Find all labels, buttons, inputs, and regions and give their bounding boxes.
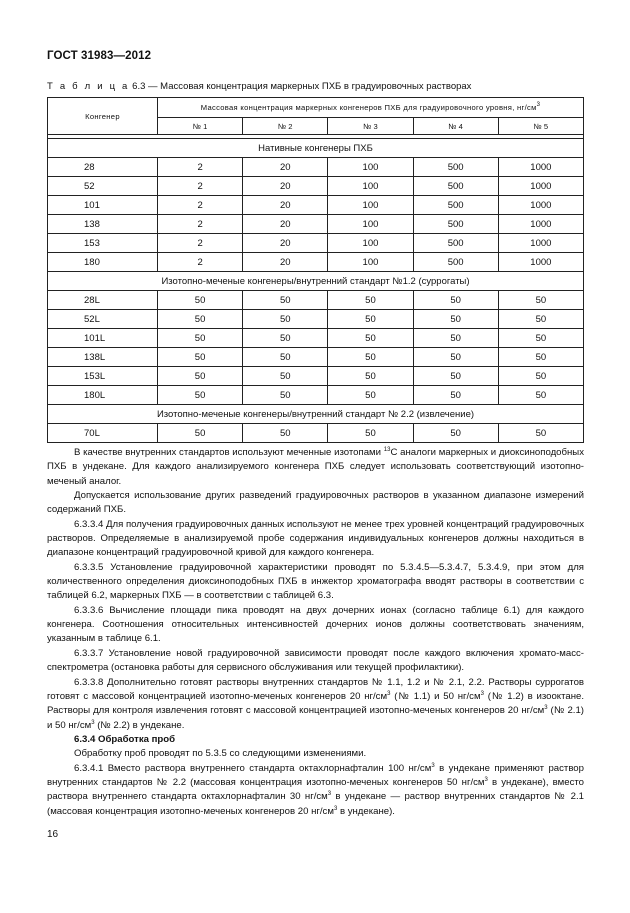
value-cell: 100 [328, 196, 413, 215]
value-cell: 1000 [498, 253, 583, 272]
congener-cell: 70L [48, 424, 158, 443]
value-cell: 1000 [498, 177, 583, 196]
value-cell: 100 [328, 158, 413, 177]
group-row [48, 272, 584, 291]
value-cell: 50 [328, 348, 413, 367]
value-cell: 50 [413, 367, 498, 386]
value-cell: 500 [413, 196, 498, 215]
table-row [48, 348, 584, 367]
value-cell: 50 [498, 348, 583, 367]
paragraph: Допускается использование других разведений градуировочных растворов в указанном диапазоне измерений содержаний ПХБ. [47, 490, 584, 516]
value-cell: 20 [243, 253, 328, 272]
value-cell: 20 [243, 196, 328, 215]
paragraph: 6.3.3.5 Установление градуировочной характеристики проводят по 5.3.4.5—5.3.4.7, 5.3.4.9, при этом для количественного определения диоксиноподобных ПХБ в инжектор хроматографа вводят растворы в соответствии с таблицей 6.2, маркерных ПХБ — в соответствии с таблицей 6.3. [47, 561, 584, 602]
paragraph: 6.3.3.7 Установление новой градуировочной зависимости проводят после каждого включения хромато-масс-спектрометра (остановка работы для сервисного обслуживания или текущей профилактики). [47, 647, 584, 674]
group-title: Изотопно-меченые конгенеры/внутренний стандарт № 2.2 (извлечение) [48, 405, 584, 424]
table-caption-text: 6.3 — Массовая концентрация маркерных ПХБ в градуировочных растворах [129, 81, 472, 92]
value-cell: 1000 [498, 215, 583, 234]
value-cell: 100 [328, 215, 413, 234]
table-row [48, 291, 584, 310]
value-cell: 2 [158, 253, 243, 272]
value-cell: 50 [328, 367, 413, 386]
value-cell: 50 [328, 424, 413, 443]
value-cell: 50 [498, 310, 583, 329]
value-cell: 2 [158, 215, 243, 234]
value-cell: 50 [498, 386, 583, 405]
table-row [48, 310, 584, 329]
table-row [48, 253, 584, 272]
value-cell: 2 [158, 158, 243, 177]
value-cell: 100 [328, 177, 413, 196]
value-cell: 50 [158, 310, 243, 329]
table-row [48, 386, 584, 405]
value-cell: 100 [328, 234, 413, 253]
value-cell: 1000 [498, 234, 583, 253]
header-level: № 5 [498, 118, 583, 135]
paragraph: 6.3.3.6 Вычисление площади пика проводят на двух дочерних ионах (согласно таблице 6.1) для каждого конгенера. Соотношения относительных интенсивностей дочерних ионов должны соответствовать значениям, указанным в таблице 6.1. [47, 604, 584, 645]
value-cell: 20 [243, 215, 328, 234]
group-title: Нативные конгенеры ПХБ [48, 139, 584, 158]
header-concentration-text: Массовая концентрация маркерных конгенеров ПХБ для градуировочного уровня, нг/см [200, 103, 537, 112]
value-cell: 500 [413, 253, 498, 272]
value-cell: 50 [158, 291, 243, 310]
value-cell: 50 [158, 348, 243, 367]
congener-cell: 52L [48, 310, 158, 329]
group-row [48, 139, 584, 158]
congener-cell: 138L [48, 348, 158, 367]
value-cell: 2 [158, 177, 243, 196]
value-cell: 50 [413, 386, 498, 405]
value-cell: 50 [158, 386, 243, 405]
document-header: ГОСТ 31983—2012 [47, 50, 152, 62]
value-cell: 50 [243, 310, 328, 329]
value-cell: 50 [328, 386, 413, 405]
value-cell: 500 [413, 177, 498, 196]
value-cell: 20 [243, 158, 328, 177]
header-level: № 3 [328, 118, 413, 135]
header-concentration-sup: 3 [536, 102, 541, 108]
value-cell: 50 [413, 329, 498, 348]
group-title: Изотопно-меченые конгенеры/внутренний стандарт №1.2 (суррогаты) [48, 272, 584, 291]
value-cell: 50 [413, 424, 498, 443]
value-cell: 100 [328, 253, 413, 272]
value-cell: 50 [328, 310, 413, 329]
header-level: № 1 [158, 118, 243, 135]
paragraph: В качестве внутренних стандартов используют меченные изотопами $^{13}$С аналоги маркерных и диоксиноподобных ПХБ в ундекане. Для каждого анализируемого конгенера ПХБ следует использовать соответствующий изотопно-меченый аналог. [47, 447, 584, 487]
header-level: № 4 [413, 118, 498, 135]
congener-cell: 28 [48, 158, 158, 177]
paragraph: 6.3.3.8 Дополнительно готовят растворы внутренних стандартов № 1.1, 1.2 и № 2.1, 2.2. Растворы суррогатов готовят с массовой концентрацией изотопно-меченых конгенеров 20 $нг/см^3$ (№ 1.1) и 50 $нг/см^3$ (№ 1.2) в изооктане. Растворы для контроля извлечения готовят с массовой концентрацией изотопно-меченых конгенеров 20 $нг/см^3$ (№ 2.1) и 50 $нг/см^3$ (№ 2.2) в ундекане. [47, 676, 585, 731]
congener-cell: 101 [48, 196, 158, 215]
concentration-table [47, 97, 584, 443]
section-heading: 6.3.4 Обработка проб [74, 733, 176, 745]
value-cell: 50 [243, 424, 328, 443]
table-row [48, 424, 584, 443]
paragraph: Обработку проб проводят по 5.3.5 со следующими изменениями. [74, 748, 367, 760]
value-cell: 50 [498, 424, 583, 443]
value-cell: 20 [243, 234, 328, 253]
value-cell: 50 [328, 329, 413, 348]
table-caption [47, 81, 471, 92]
header-concentration [158, 98, 584, 118]
table-row [48, 196, 584, 215]
value-cell: 500 [413, 158, 498, 177]
congener-cell: 138 [48, 215, 158, 234]
value-cell: 50 [243, 329, 328, 348]
group-row [48, 405, 584, 424]
value-cell: 50 [243, 386, 328, 405]
value-cell: 500 [413, 234, 498, 253]
value-cell: 50 [243, 367, 328, 386]
value-cell: 50 [158, 329, 243, 348]
value-cell: 50 [498, 291, 583, 310]
value-cell: 50 [413, 348, 498, 367]
table-row [48, 329, 584, 348]
value-cell: 2 [158, 234, 243, 253]
value-cell: 50 [243, 291, 328, 310]
value-cell: 1000 [498, 196, 583, 215]
value-cell: 50 [413, 291, 498, 310]
congener-cell: 153 [48, 234, 158, 253]
value-cell: 50 [498, 329, 583, 348]
paragraph: 6.3.4.1 Вместо раствора внутреннего стандарта октахлорнафталин 100 $нг/см^3$ в ундекане применяют раствор внутренних стандартов № 2.2 (массовая концентрация изотопно-меченых конгенеров 50 $нг/см^3$ в ундекане), вместо раствора внутреннего стандарта октахлорнафталин 30 $нг/см^3$ в ундекане — раствор внутренних стандартов № 2.1 (массовая концентрация изотопно-меченых конгенеров 20 $нг/см^3$ в ундекане). [47, 762, 584, 817]
congener-cell: 52 [48, 177, 158, 196]
table-row [48, 177, 584, 196]
table-row [48, 215, 584, 234]
congener-cell: 180 [48, 253, 158, 272]
value-cell: 50 [243, 348, 328, 367]
value-cell: 50 [328, 291, 413, 310]
value-cell: 50 [158, 367, 243, 386]
value-cell: 50 [413, 310, 498, 329]
header-congener: Конгенер [48, 98, 158, 135]
congener-cell: 28L [48, 291, 158, 310]
congener-cell: 180L [48, 386, 158, 405]
table-row [48, 158, 584, 177]
value-cell: 1000 [498, 158, 583, 177]
table-row [48, 234, 584, 253]
table-caption-prefix: Т а б л и ц а [47, 81, 130, 92]
value-cell: 20 [243, 177, 328, 196]
value-cell: 500 [413, 215, 498, 234]
congener-cell: 101L [48, 329, 158, 348]
congener-cell: 153L [48, 367, 158, 386]
page-number: 16 [47, 829, 59, 840]
paragraph: 6.3.3.4 Для получения градуировочных данных используют не менее трех уровней концентраций градуировочных растворов. Определяемые в анализируемой пробе содержания индивидуальных конгенеров должны находиться в диапазоне концентраций градуировочной кривой для каждого конгенера. [47, 518, 584, 559]
value-cell: 2 [158, 196, 243, 215]
value-cell: 50 [498, 367, 583, 386]
value-cell: 50 [158, 424, 243, 443]
header-level: № 2 [243, 118, 328, 135]
body-text [47, 446, 584, 819]
table-row [48, 367, 584, 386]
